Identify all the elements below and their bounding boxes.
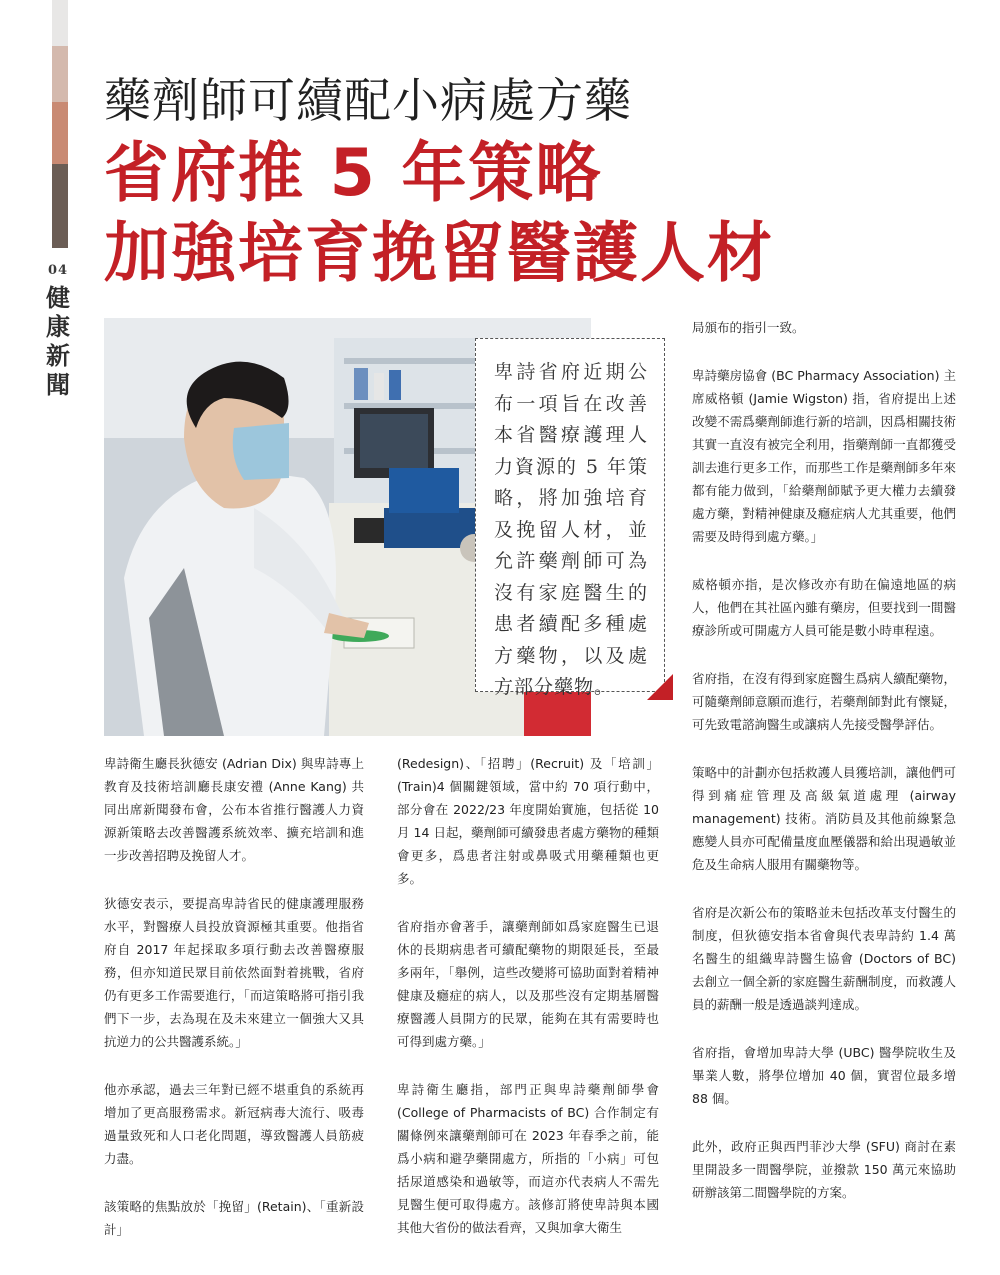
paragraph: 省府指，會增加卑詩大學 (UBC) 醫學院收生及畢業人數，將學位增加 40 個，實習位最多增 88 個。 — [692, 1045, 956, 1106]
paragraph: 狄德安表示，要提高卑詩省民的健康護理服務水平，對醫療人員投放資源極其重要。他指省府自 2017 年起採取多項行動去改善醫療服務，但亦知道民眾目前依然面對着挑戰，省府仍有更多工作需要進行，「而這策略將可指引我們下一步，去為現在及未來建立一個強大又具抗逆力的公共醫護系統。」 — [104, 896, 364, 1049]
page-number: 04 — [48, 263, 69, 278]
main-headline-line-1: 省府推 5 年策略 — [104, 136, 603, 211]
paragraph: 他亦承認，過去三年對已經不堪重負的系統再增加了更高服務需求。新冠病毒大流行、吸毒過量致死和人口老化問題，導致醫護人員筋疲力盡。 — [104, 1082, 364, 1166]
paragraph: 此外，政府正與西門菲沙大學 (SFU) 商討在素里開設多一間醫學院，並撥款 150 萬元來協助研辦該第二間醫學院的方案。 — [692, 1139, 956, 1200]
paragraph: 卑詩衛生廳指，部門正與卑詩藥劑師學會 (College of Pharmacists of BC) 合作制定有關條例來讓藥劑師可在 2023 年春季之前，能爲小病和避孕藥開處方，所指的「小病」可包括尿道感染和過敏等，而這亦代表病人不需先見醫生便可取得處方。該修訂將使卑詩與本國其他大省份的做法看齊，又與加拿大衛生 — [397, 1082, 659, 1235]
paragraph: 卑詩藥房協會 (BC Pharmacy Association) 主席威格頓 (Jamie Wigston) 指，省府提出上述改變不需爲藥劑師進行新的培訓，因爲相關技術其實一直沒有被完全利用，指藥劑師一直都獲受訓去進行更多工作，而那些工作是藥劑師多年來都有能力做到，「給藥劑師賦予更大權力去續發處方藥，對精神健康及癮症病人尤其重要，他們需要及時得到處方藥。」 — [692, 368, 956, 544]
paragraph: 卑詩衛生廳長狄德安 (Adrian Dix) 與卑詩專上教育及技術培訓廳長康安禮 (Anne Kang) 共同出席新聞發布會，公布本省推行醫護人力資源新策略去改善醫護系統效率、擴充培訓和進一步改善招聘及挽留人才。 — [104, 756, 364, 863]
paragraph: 省府指亦會著手，讓藥劑師如爲家庭醫生已退休的長期病患者可續配藥物的期限延長，至最多兩年，「舉例，這些改變將可協助面對着精神健康及癮症的病人，以及那些沒有定期基層醫療醫護人員開方的民眾，能夠在其有需要時也可得到處方藥。」 — [397, 919, 659, 1049]
pull-quote-box — [475, 338, 665, 698]
section-name — [44, 283, 72, 399]
main-headline-line-2: 加強培育挽留醫護人材 — [104, 216, 775, 291]
section-name-char: 聞 — [46, 370, 70, 399]
color-bar-segment — [52, 0, 68, 46]
kicker-headline: 藥劑師可續配小病處方藥 — [104, 74, 632, 129]
article-column-2 — [397, 752, 659, 1264]
paragraph: 省府是次新公布的策略並未包括改革支付醫生的制度，但狄德安指本省會與代表卑詩約 1.4 萬名醫生的組織卑詩醫生協會 (Doctors of BC) 去創立一個全新的家庭醫生薪酬制度，而救護人員的薪酬一般是透過談判達成。 — [692, 905, 956, 1012]
color-bar-segment — [52, 164, 68, 248]
color-bar-segment — [52, 46, 68, 102]
section-color-bar — [52, 0, 68, 248]
pull-quote-corner-mark — [647, 674, 673, 700]
section-name-char: 新 — [46, 341, 70, 370]
paragraph: 省府指，在沒有得到家庭醫生爲病人續配藥物，可隨藥劑師意願而進行，若藥劑師對此有懷疑，可先致電諮詢醫生或讓病人先接受醫學評估。 — [692, 671, 956, 732]
paragraph: 局頒布的指引一致。 — [692, 320, 805, 335]
pull-quote-text: 卑詩省府近期公布一項旨在改善本省醫療護理人力資源的 5 年策略，將加強培育及挽留人材，並允許藥劑師可為沒有家庭醫生的患者續配多種處方藥物，以及處方部分藥物。 — [494, 361, 648, 698]
paragraph: 威格頓亦指，是次修改亦有助在偏遠地區的病人，他們在其社區內雖有藥房，但要找到一間醫療診所或可開處方人員可能是數小時車程遠。 — [692, 577, 956, 638]
paragraph: (Redesign)、「招聘」(Recruit) 及「培訓」(Train)4 個關鍵領域，當中約 70 項行動中，部分會在 2022/23 年度開始實施，包括從 10 月 14 日起，藥劑師可續發患者處方藥物的種類會更多，爲患者注射或鼻吸式用藥種類也更多。 — [397, 756, 659, 886]
section-name-char: 康 — [46, 312, 70, 341]
section-name-char: 健 — [46, 283, 70, 312]
article-column-1 — [104, 752, 364, 1266]
article-column-3 — [692, 316, 956, 1229]
paragraph: 該策略的焦點放於「挽留」(Retain)、「重新設計」 — [104, 1199, 364, 1237]
color-bar-segment — [52, 102, 68, 164]
paragraph: 策略中的計劃亦包括救護人員獲培訓，讓他們可得到痛症管理及高級氣道處理 (airway management) 技術。消防員及其他前線緊急應變人員亦可配備量度血壓儀器和給出現過敏並危及生命病人服用有關藥物等。 — [692, 765, 956, 872]
